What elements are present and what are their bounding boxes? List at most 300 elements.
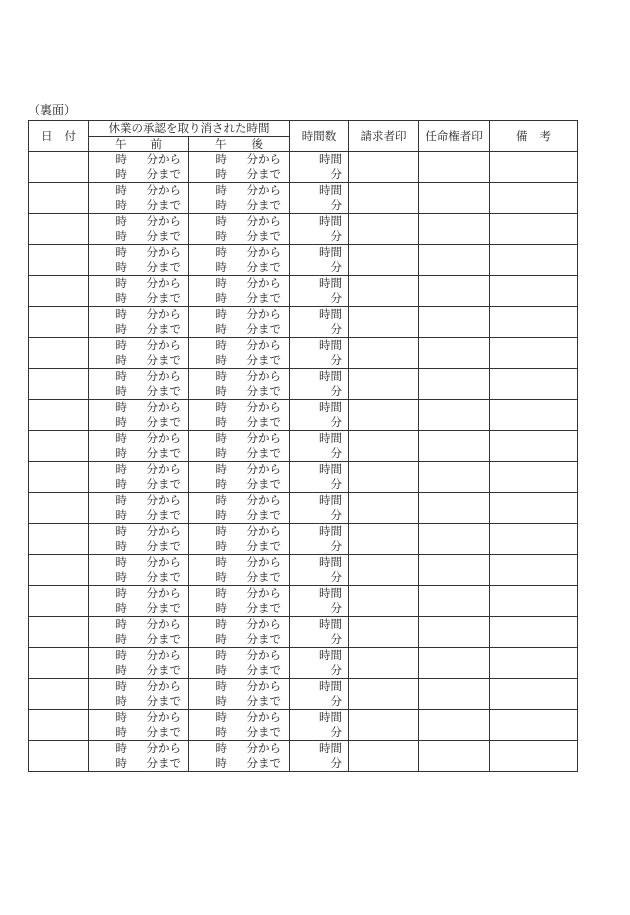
appointer-seal-cell[interactable] — [419, 152, 490, 183]
minutes-label: 分 — [330, 725, 342, 739]
hours-label: 時間 — [319, 245, 342, 259]
requester-seal-cell[interactable] — [349, 214, 419, 245]
am-time-cell[interactable] — [89, 586, 189, 617]
remarks-cell[interactable] — [490, 307, 578, 338]
date-cell[interactable] — [29, 741, 89, 772]
duration-cell[interactable] — [290, 152, 349, 183]
am-time-cell[interactable] — [89, 710, 189, 741]
date-cell[interactable] — [29, 586, 89, 617]
until-label: 分まで — [246, 260, 281, 274]
from-label: 分から — [246, 431, 281, 445]
requester-seal-cell[interactable] — [349, 524, 419, 555]
requester-seal-cell[interactable] — [349, 679, 419, 710]
hour-label: 時 — [215, 756, 227, 770]
table-row — [29, 276, 578, 307]
hour-label: 時 — [115, 214, 127, 228]
from-label: 分から — [146, 524, 181, 538]
requester-seal-cell[interactable] — [349, 741, 419, 772]
pm-time-cell[interactable] — [189, 648, 290, 679]
am-time-cell[interactable] — [89, 152, 189, 183]
am-time-cell[interactable] — [89, 648, 189, 679]
hour-label: 時 — [215, 400, 227, 414]
duration-cell[interactable] — [290, 617, 349, 648]
am-time-cell[interactable] — [89, 307, 189, 338]
hour-label: 時 — [115, 632, 127, 646]
remarks-cell[interactable] — [490, 431, 578, 462]
until-label: 分まで — [146, 756, 181, 770]
appointer-seal-cell[interactable] — [419, 493, 490, 524]
appointer-seal-cell[interactable] — [419, 679, 490, 710]
until-label: 分まで — [146, 508, 181, 522]
duration-cell[interactable] — [290, 183, 349, 214]
hour-label: 時 — [215, 477, 227, 491]
hour-label: 時 — [115, 291, 127, 305]
hour-label: 時 — [215, 214, 227, 228]
until-label: 分まで — [146, 353, 181, 367]
pm-time-cell[interactable] — [189, 276, 290, 307]
hour-label: 時 — [115, 741, 127, 755]
duration-cell[interactable] — [290, 338, 349, 369]
from-label: 分から — [246, 245, 281, 259]
duration-cell[interactable] — [290, 679, 349, 710]
hour-label: 時 — [115, 384, 127, 398]
from-label: 分から — [146, 307, 181, 321]
hour-label: 時 — [115, 167, 127, 181]
am-time-cell[interactable] — [89, 617, 189, 648]
appointer-seal-cell[interactable] — [419, 307, 490, 338]
remarks-cell[interactable] — [490, 183, 578, 214]
header-pm: 午 後 — [189, 137, 290, 152]
duration-cell[interactable] — [290, 307, 349, 338]
hours-label: 時間 — [319, 307, 342, 321]
table-row — [29, 307, 578, 338]
appointer-seal-cell[interactable] — [419, 524, 490, 555]
hours-label: 時間 — [319, 555, 342, 569]
from-label: 分から — [146, 214, 181, 228]
hours-label: 時間 — [319, 183, 342, 197]
requester-seal-cell[interactable] — [349, 183, 419, 214]
pm-time-cell[interactable] — [189, 338, 290, 369]
hours-label: 時間 — [319, 400, 342, 414]
hour-label: 時 — [115, 524, 127, 538]
until-label: 分まで — [146, 725, 181, 739]
until-label: 分まで — [246, 601, 281, 615]
table-row — [29, 400, 578, 431]
from-label: 分から — [146, 276, 181, 290]
hours-label: 時間 — [319, 152, 342, 166]
minutes-label: 分 — [330, 477, 342, 491]
date-cell[interactable] — [29, 245, 89, 276]
appointer-seal-cell[interactable] — [419, 183, 490, 214]
remarks-cell[interactable] — [490, 369, 578, 400]
table-row — [29, 369, 578, 400]
hour-label: 時 — [215, 276, 227, 290]
hour-label: 時 — [115, 477, 127, 491]
requester-seal-cell[interactable] — [349, 648, 419, 679]
appointer-seal-cell[interactable] — [419, 214, 490, 245]
hour-label: 時 — [115, 725, 127, 739]
duration-cell[interactable] — [290, 710, 349, 741]
minutes-label: 分 — [330, 694, 342, 708]
remarks-cell[interactable] — [490, 710, 578, 741]
hour-label: 時 — [215, 508, 227, 522]
remarks-cell[interactable] — [490, 617, 578, 648]
remarks-cell[interactable] — [490, 586, 578, 617]
hour-label: 時 — [115, 663, 127, 677]
appointer-seal-cell[interactable] — [419, 400, 490, 431]
from-label: 分から — [246, 741, 281, 755]
duration-cell[interactable] — [290, 555, 349, 586]
pm-time-cell[interactable] — [189, 741, 290, 772]
from-label: 分から — [246, 524, 281, 538]
am-time-cell[interactable] — [89, 741, 189, 772]
table-row — [29, 431, 578, 462]
requester-seal-cell[interactable] — [349, 307, 419, 338]
pm-time-cell[interactable] — [189, 152, 290, 183]
requester-seal-cell[interactable] — [349, 493, 419, 524]
remarks-cell[interactable] — [490, 400, 578, 431]
date-cell[interactable] — [29, 307, 89, 338]
hour-label: 時 — [115, 446, 127, 460]
from-label: 分から — [146, 741, 181, 755]
until-label: 分まで — [246, 198, 281, 212]
requester-seal-cell[interactable] — [349, 431, 419, 462]
minutes-label: 分 — [330, 446, 342, 460]
hour-label: 時 — [215, 539, 227, 553]
minutes-label: 分 — [330, 508, 342, 522]
from-label: 分から — [146, 462, 181, 476]
date-cell[interactable] — [29, 276, 89, 307]
hours-label: 時間 — [319, 462, 342, 476]
hour-label: 時 — [115, 431, 127, 445]
date-cell[interactable] — [29, 710, 89, 741]
table-row — [29, 648, 578, 679]
appointer-seal-cell[interactable] — [419, 276, 490, 307]
hour-label: 時 — [215, 369, 227, 383]
remarks-cell[interactable] — [490, 245, 578, 276]
requester-seal-cell[interactable] — [349, 245, 419, 276]
date-cell[interactable] — [29, 462, 89, 493]
hour-label: 時 — [115, 462, 127, 476]
am-time-cell[interactable] — [89, 462, 189, 493]
until-label: 分まで — [146, 384, 181, 398]
requester-seal-cell[interactable] — [349, 276, 419, 307]
requester-seal-cell[interactable] — [349, 617, 419, 648]
minutes-label: 分 — [330, 539, 342, 553]
remarks-cell[interactable] — [490, 493, 578, 524]
until-label: 分まで — [146, 539, 181, 553]
header-appointer-seal: 任命権者印 — [419, 121, 490, 152]
date-cell[interactable] — [29, 679, 89, 710]
until-label: 分まで — [246, 353, 281, 367]
from-label: 分から — [146, 369, 181, 383]
hour-label: 時 — [115, 679, 127, 693]
hour-label: 時 — [115, 322, 127, 336]
pm-time-cell[interactable] — [189, 493, 290, 524]
appointer-seal-cell[interactable] — [419, 431, 490, 462]
hour-label: 時 — [115, 152, 127, 166]
hour-label: 時 — [215, 322, 227, 336]
hour-label: 時 — [115, 586, 127, 600]
am-time-cell[interactable] — [89, 431, 189, 462]
from-label: 分から — [246, 276, 281, 290]
requester-seal-cell[interactable] — [349, 152, 419, 183]
from-label: 分から — [246, 307, 281, 321]
table-row — [29, 214, 578, 245]
hour-label: 時 — [215, 415, 227, 429]
remarks-cell[interactable] — [490, 214, 578, 245]
hour-label: 時 — [115, 276, 127, 290]
requester-seal-cell[interactable] — [349, 400, 419, 431]
am-time-cell[interactable] — [89, 276, 189, 307]
appointer-seal-cell[interactable] — [419, 648, 490, 679]
hour-label: 時 — [215, 586, 227, 600]
minutes-label: 分 — [330, 291, 342, 305]
hour-label: 時 — [115, 508, 127, 522]
appointer-seal-cell[interactable] — [419, 617, 490, 648]
until-label: 分まで — [146, 601, 181, 615]
remarks-cell[interactable] — [490, 276, 578, 307]
appointer-seal-cell[interactable] — [419, 245, 490, 276]
from-label: 分から — [246, 183, 281, 197]
from-label: 分から — [246, 400, 281, 414]
pm-time-cell[interactable] — [189, 524, 290, 555]
hour-label: 時 — [115, 539, 127, 553]
hours-label: 時間 — [319, 679, 342, 693]
date-cell[interactable] — [29, 183, 89, 214]
from-label: 分から — [146, 555, 181, 569]
appointer-seal-cell[interactable] — [419, 741, 490, 772]
remarks-cell[interactable] — [490, 462, 578, 493]
hour-label: 時 — [115, 229, 127, 243]
remarks-cell[interactable] — [490, 679, 578, 710]
header-hours-count: 時間数 — [290, 121, 349, 152]
minutes-label: 分 — [330, 601, 342, 615]
date-cell[interactable] — [29, 214, 89, 245]
hour-label: 時 — [215, 446, 227, 460]
table-row — [29, 493, 578, 524]
am-time-cell[interactable] — [89, 214, 189, 245]
until-label: 分まで — [146, 291, 181, 305]
date-cell[interactable] — [29, 648, 89, 679]
hours-label: 時間 — [319, 493, 342, 507]
from-label: 分から — [146, 648, 181, 662]
requester-seal-cell[interactable] — [349, 462, 419, 493]
table-row — [29, 710, 578, 741]
from-label: 分から — [146, 679, 181, 693]
pm-time-cell[interactable] — [189, 400, 290, 431]
am-time-cell[interactable] — [89, 679, 189, 710]
hour-label: 時 — [115, 353, 127, 367]
from-label: 分から — [246, 679, 281, 693]
pm-time-cell[interactable] — [189, 245, 290, 276]
table-row — [29, 679, 578, 710]
am-time-cell[interactable] — [89, 524, 189, 555]
appointer-seal-cell[interactable] — [419, 338, 490, 369]
pm-time-cell[interactable] — [189, 307, 290, 338]
minutes-label: 分 — [330, 229, 342, 243]
pm-time-cell[interactable] — [189, 710, 290, 741]
date-cell[interactable] — [29, 493, 89, 524]
hour-label: 時 — [215, 555, 227, 569]
from-label: 分から — [246, 586, 281, 600]
duration-cell[interactable] — [290, 741, 349, 772]
leave-record-table — [28, 120, 578, 772]
remarks-cell[interactable] — [490, 524, 578, 555]
date-cell[interactable] — [29, 400, 89, 431]
from-label: 分から — [146, 400, 181, 414]
duration-cell[interactable] — [290, 586, 349, 617]
duration-cell[interactable] — [290, 462, 349, 493]
table-row — [29, 152, 578, 183]
duration-cell[interactable] — [290, 245, 349, 276]
from-label: 分から — [146, 617, 181, 631]
hours-label: 時間 — [319, 431, 342, 445]
until-label: 分まで — [246, 539, 281, 553]
from-label: 分から — [146, 586, 181, 600]
requester-seal-cell[interactable] — [349, 338, 419, 369]
until-label: 分まで — [146, 260, 181, 274]
appointer-seal-cell[interactable] — [419, 586, 490, 617]
duration-cell[interactable] — [290, 276, 349, 307]
requester-seal-cell[interactable] — [349, 710, 419, 741]
hour-label: 時 — [115, 198, 127, 212]
am-time-cell[interactable] — [89, 369, 189, 400]
header-am: 午 前 — [89, 137, 189, 152]
hour-label: 時 — [215, 307, 227, 321]
appointer-seal-cell[interactable] — [419, 555, 490, 586]
remarks-cell[interactable] — [490, 741, 578, 772]
until-label: 分まで — [146, 663, 181, 677]
hour-label: 時 — [115, 601, 127, 615]
until-label: 分まで — [146, 694, 181, 708]
am-time-cell[interactable] — [89, 555, 189, 586]
am-time-cell[interactable] — [89, 245, 189, 276]
until-label: 分まで — [246, 446, 281, 460]
requester-seal-cell[interactable] — [349, 555, 419, 586]
header-requester-seal: 請求者印 — [349, 121, 419, 152]
duration-cell[interactable] — [290, 400, 349, 431]
hours-label: 時間 — [319, 648, 342, 662]
appointer-seal-cell[interactable] — [419, 462, 490, 493]
remarks-cell[interactable] — [490, 152, 578, 183]
pm-time-cell[interactable] — [189, 462, 290, 493]
from-label: 分から — [246, 710, 281, 724]
date-cell[interactable] — [29, 152, 89, 183]
am-time-cell[interactable] — [89, 400, 189, 431]
hours-label: 時間 — [319, 214, 342, 228]
appointer-seal-cell[interactable] — [419, 710, 490, 741]
duration-cell[interactable] — [290, 493, 349, 524]
hour-label: 時 — [115, 570, 127, 584]
hours-label: 時間 — [319, 617, 342, 631]
until-label: 分まで — [246, 756, 281, 770]
from-label: 分から — [146, 245, 181, 259]
remarks-cell[interactable] — [490, 338, 578, 369]
date-cell[interactable] — [29, 524, 89, 555]
hour-label: 時 — [115, 555, 127, 569]
pm-time-cell[interactable] — [189, 555, 290, 586]
header-remarks: 備 考 — [490, 121, 578, 152]
hour-label: 時 — [215, 338, 227, 352]
duration-cell[interactable] — [290, 648, 349, 679]
table-row — [29, 555, 578, 586]
until-label: 分まで — [246, 291, 281, 305]
minutes-label: 分 — [330, 322, 342, 336]
header-cancelled-time: 休業の承認を取り消された時間 — [89, 121, 290, 137]
remarks-cell[interactable] — [490, 555, 578, 586]
hour-label: 時 — [115, 245, 127, 259]
until-label: 分まで — [146, 632, 181, 646]
pm-time-cell[interactable] — [189, 679, 290, 710]
hour-label: 時 — [115, 183, 127, 197]
hour-label: 時 — [115, 756, 127, 770]
duration-cell[interactable] — [290, 431, 349, 462]
am-time-cell[interactable] — [89, 338, 189, 369]
hour-label: 時 — [215, 353, 227, 367]
date-cell[interactable] — [29, 555, 89, 586]
hour-label: 時 — [115, 307, 127, 321]
pm-time-cell[interactable] — [189, 431, 290, 462]
hour-label: 時 — [115, 260, 127, 274]
table-body — [29, 152, 578, 772]
pm-time-cell[interactable] — [189, 586, 290, 617]
hour-label: 時 — [215, 291, 227, 305]
hours-label: 時間 — [319, 276, 342, 290]
until-label: 分まで — [246, 415, 281, 429]
minutes-label: 分 — [330, 663, 342, 677]
table-row — [29, 741, 578, 772]
date-cell[interactable] — [29, 369, 89, 400]
date-cell[interactable] — [29, 338, 89, 369]
minutes-label: 分 — [330, 167, 342, 181]
minutes-label: 分 — [330, 632, 342, 646]
am-time-cell[interactable] — [89, 183, 189, 214]
until-label: 分まで — [146, 415, 181, 429]
duration-cell[interactable] — [290, 524, 349, 555]
appointer-seal-cell[interactable] — [419, 369, 490, 400]
duration-cell[interactable] — [290, 214, 349, 245]
minutes-label: 分 — [330, 260, 342, 274]
hour-label: 時 — [215, 183, 227, 197]
until-label: 分まで — [146, 446, 181, 460]
date-cell[interactable] — [29, 431, 89, 462]
from-label: 分から — [146, 493, 181, 507]
hours-label: 時間 — [319, 741, 342, 755]
from-label: 分から — [146, 183, 181, 197]
am-time-cell[interactable] — [89, 493, 189, 524]
from-label: 分から — [246, 369, 281, 383]
hour-label: 時 — [215, 601, 227, 615]
hour-label: 時 — [215, 741, 227, 755]
pm-time-cell[interactable] — [189, 214, 290, 245]
requester-seal-cell[interactable] — [349, 369, 419, 400]
hour-label: 時 — [215, 648, 227, 662]
pm-time-cell[interactable] — [189, 183, 290, 214]
remarks-cell[interactable] — [490, 648, 578, 679]
hour-label: 時 — [215, 617, 227, 631]
pm-time-cell[interactable] — [189, 617, 290, 648]
until-label: 分まで — [246, 384, 281, 398]
hours-label: 時間 — [319, 710, 342, 724]
hour-label: 時 — [215, 384, 227, 398]
date-cell[interactable] — [29, 617, 89, 648]
duration-cell[interactable] — [290, 369, 349, 400]
pm-time-cell[interactable] — [189, 369, 290, 400]
hour-label: 時 — [215, 462, 227, 476]
hour-label: 時 — [115, 369, 127, 383]
requester-seal-cell[interactable] — [349, 586, 419, 617]
